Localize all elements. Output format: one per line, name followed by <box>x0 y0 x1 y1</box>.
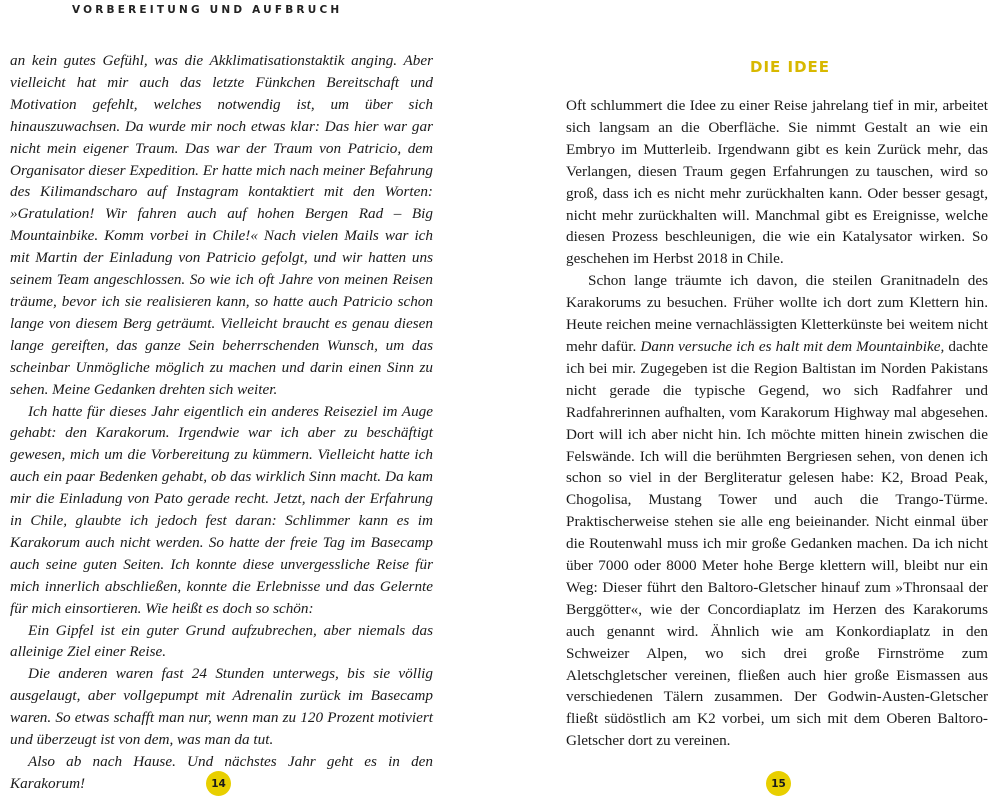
page-number: 14 <box>211 777 226 790</box>
paragraph-text: Oft schlummert die Idee zu einer Reise jahrelang tief in mir, arbeitet sich langsam an die Oberfläche. Sie nimmt Gestalt an wie ein Embryo im Mutterleib. Irgendwann gibt es kein Zurück mehr, das Verlangen, diesen Traum gegen Erfahrungen zu tauschen, wird so groß, dass ich es nicht mehr zurückhalten kann. Oder besser gesagt, nicht mehr zurückhalten will. Manchmal gibt es Ereignisse, welche diesen Prozess beschleunigen, die wie ein Katalysator wirken. So geschehen im Herbst 2018 in Chile. <box>566 97 988 268</box>
right-page-body <box>566 95 988 752</box>
right-paragraph <box>566 270 988 752</box>
left-paragraph: an kein gutes Gefühl, was die Akklimatisationstaktik anging. Aber vielleicht hat mir auch das letzte Fünkchen Bereitschaft und Motivation gefehlt, welches notwendig ist, um über sich hinauszuwachsen. Da wurde mir noch etwas klar: Das hier war gar nicht mein eigener Traum. Das war der Traum von Patricio, dem Organisator dieser Expedition. Er hatte mich nach meiner Befahrung des Kilimandscharo auf Instagram kontaktiert mit den Worten: »Gratulation! Wir fahren auch auf hohen Bergen Rad – Big Mountainbike. Komm vorbei in Chile!« Nach vielen Mails war ich mit Martin der Einladung von Patricio gefolgt, und wir hatten uns seinem Team angeschlossen. So wie ich oft Jahre von meinen Reisen träume, bevor ich sie realisieren kann, so hatte auch Patricio schon lange von diesem Berg geträumt. Vielleicht braucht es genau diesen lange gereiften, das ganze Sein beherrschenden Wunsch, um das scheinbar Unmögliche möglich zu machen und darin einen Sinn zu sehen. Meine Gedanken drehten sich weiter. <box>10 52 433 398</box>
italic-thought: Dann versuche ich es halt mit dem Mountainbike, <box>640 337 945 355</box>
left-page-body <box>10 50 433 795</box>
page-number: 15 <box>771 777 786 790</box>
right-page: DIE IDEE Oft schlummert die Idee zu einer Reise jahrelang tief in mir, arbeitet sich langsam an die Oberfläche. Sie nimmt Gestalt an wie ein Embryo im Mutterleib. Irgendwann gibt es kein Zurück mehr, das Verlangen, diesen Traum gegen Erfahrungen zu tauschen, wird so groß, dass ich es nicht mehr zurückhalten kann. Oder besser gesagt, nicht mehr zurückhalten will. Manchmal gibt es Ereignisse, welche diesen Prozess beschleunigen, die wie ein Katalysator wirken. So geschehen im Herbst 2018 in Chile. Schon lange träumte ich davon, die steilen Granitnadeln des Karakorums zu besuchen. Früher wollte ich dort zum Klettern hin. Heute reichen meine vernachlässigten Kletterkünste bei weitem nicht mehr dafür. Dann versuche ich es halt mit dem Mountainbike, dachte ich bei mir. Zugegeben ist die Region Baltistan im Norden Pakistans nicht gerade die typische Gegend, wo sich Radfahrer und Radfahrerinnen aufhalten, vom Karakorum Highway mal abgesehen. Dort will ich aber nicht hin. Ich möchte mitten hinein zwischen die Felswände. Ich will die berühmten Bergriesen sehen, von denen ich schon so viel in der Bergliteratur gelesen habe: K2, Broad Peak, Chogolisa, Mustang Tower und auch die Trango-Türme. Praktischerweise stehen sie alle eng beieinander. Nicht einmal über die Routenwahl muss ich mir große Gedanken machen. Da ich nicht über 7000 oder 8000 Meter hohe Berge klettern will, bleibt nur ein Weg: Dieser führt den Baltoro-Gletscher hinauf zum »Thronsaal der Berggötter«, wie der Concordiaplatz im Herzen des Karakorums auch genannt wird. Ähnlich wie am Konkordiaplatz in den Schweizer Alpen, wo sich drei große Firnströme zum Aletschgletscher vereinen, fließen auch hier große Eismassen aus verschiedenen Tälern zusammen. Der Godwin-Austen-Gletscher fließt südöstlich am K2 vorbei, um sich mit dem Oberen Baltoro-Gletscher dort zu vereinen. 15 <box>500 0 1000 800</box>
right-paragraph <box>566 95 988 270</box>
left-paragraph: Also ab nach Hause. Und nächstes Jahr geht es in den Karakorum! <box>10 753 433 792</box>
paragraph-text: dachte ich bei mir. Zugegeben ist die Region Baltistan im Norden Pakistans nicht gerade die typische Gegend, wo sich Radfahrer und Radfahrerinnen aufhalten, vom Karakorum Highway mal abgesehen. Dort will ich aber nicht hin. Ich möchte mitten hinein zwischen die Felswände. Ich will die berühmten Bergriesen sehen, von denen ich schon so viel in der Bergliteratur gelesen habe: K2, Broad Peak, Chogolisa, Mustang Tower und auch die Trango-Türme. Praktischerweise stehen sie alle eng beieinander. Nicht einmal über die Routenwahl muss ich mir große Gedanken machen. Da ich nicht über 7000 oder 8000 Meter hohe Berge klettern will, bleibt nur ein Weg: Dieser führt den Baltoro-Gletscher hinauf zum »Thronsaal der Berggötter«, wie der Concordiaplatz im Herzen des Karakorums auch genannt wird. Ähnlich wie am Konkordiaplatz in den Schweizer Alpen, wo sich drei große Firnströme zum Aletschgletscher vereinen, fließen auch hier große Eismassen aus verschiedenen Tälern zusammen. Der Godwin-Austen-Gletscher fließt südöstlich am K2 vorbei, um sich mit dem Oberen Baltoro-Gletscher dort zu vereinen. <box>566 337 988 750</box>
running-head: VORBEREITUNG UND AUFBRUCH <box>72 4 343 16</box>
page-number-badge <box>766 771 791 796</box>
left-paragraph: Die anderen waren fast 24 Stunden unterwegs, bis sie völlig ausgelaugt, aber vollgepumpt mit Adrenalin zurück im Basecamp waren. So etwas schafft man nur, wenn man zu 120 Prozent motiviert und überzeugt ist von dem, was man da tut. <box>10 665 433 749</box>
paragraph-text: Schon lange träumte ich davon, die steilen Granitnadeln des Karakorums zu besuchen. Früher wollte ich dort zum Klettern hin. Heute reichen meine vernachlässigten Kletterkünste bei weitem nicht mehr dafür. <box>566 272 988 355</box>
page-number-badge <box>206 771 231 796</box>
left-paragraph: Ich hatte für dieses Jahr eigentlich ein anderes Reiseziel im Auge gehabt: den Karakorum. Irgendwie war ich aber zu beschäftigt gewesen, mich um die Vorbereitung zu kümmern. Vielleicht hatte ich auch ein paar Bedenken gehabt, ob das wirklich Sinn macht. Da kam mir die Einladung von Pato gerade recht. Jetzt, nach der Erfahrung in Chile, glaubte ich jedoch fest daran: Schlimmer kann es im Karakorum auch nicht werden. So hatte der freie Tag im Basecamp auch seine guten Seiten. Ich konnte diese unvergessliche Reise für mich innerlich abschließen, konnte die Erlebnisse und das Gelernte für mich einsortieren. Wie heißt es doch so schön: <box>10 402 433 617</box>
quote-paragraph: Ein Gipfel ist ein guter Grund aufzubrechen, aber niemals das alleinige Ziel einer Reise. <box>10 621 433 661</box>
